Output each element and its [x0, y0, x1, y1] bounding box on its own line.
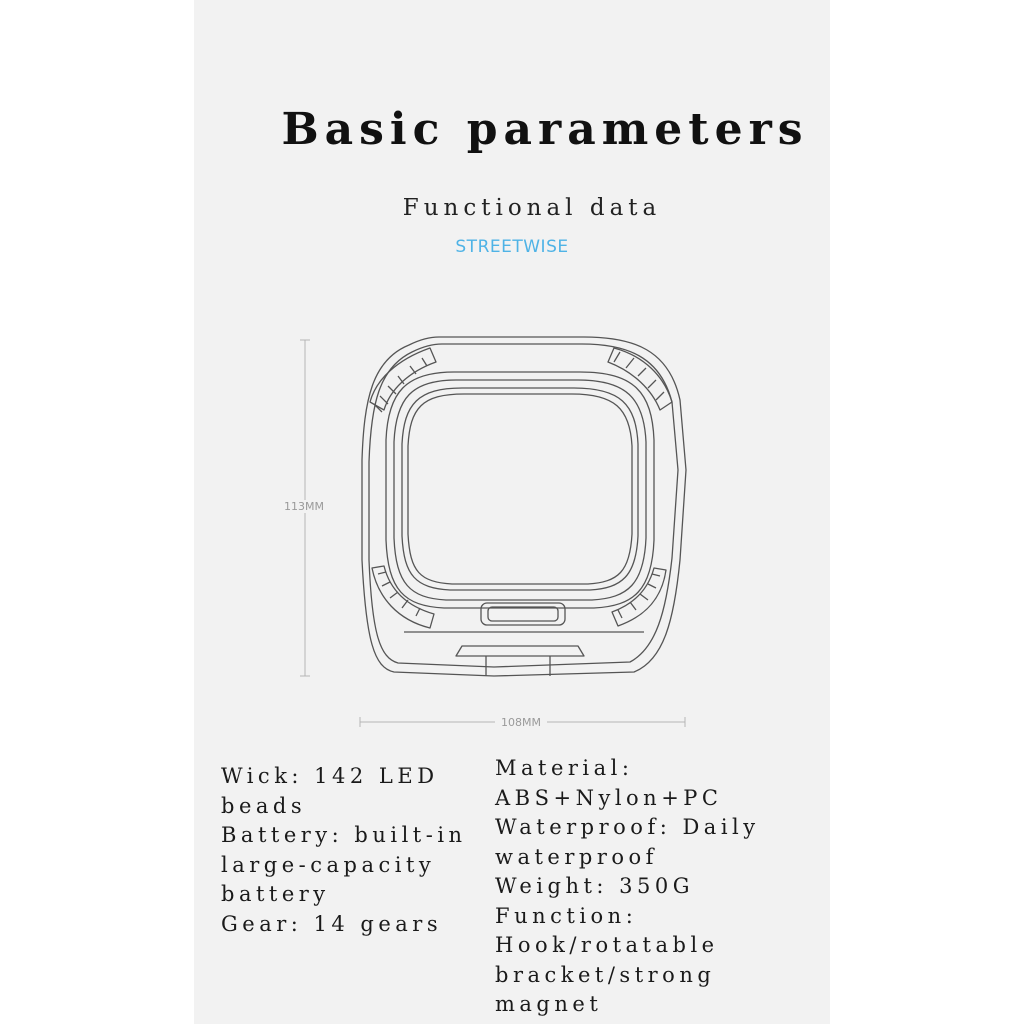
height-dimension-label: 113MM — [284, 500, 324, 513]
spec-line: beads — [221, 793, 307, 818]
spec-line: ABS+Nylon+PC — [495, 785, 723, 810]
tail-light-device — [362, 337, 686, 676]
spec-line: Function: — [495, 903, 638, 928]
spec-line: waterproof — [495, 844, 658, 869]
specs-right-column — [495, 754, 785, 1020]
spec-line: bracket/strong — [495, 962, 716, 987]
spec-line: large-capacity — [221, 852, 436, 877]
page-title: Basic parameters — [281, 104, 809, 155]
section-subtitle: Functional data — [402, 195, 662, 221]
spec-line: magnet — [495, 992, 603, 1016]
spec-line: Hook/rotatable — [495, 933, 719, 957]
spec-line: Material: — [495, 756, 634, 780]
spec-line: Battery: built-in — [221, 823, 467, 847]
spec-line: battery — [221, 882, 330, 906]
spec-line: Gear: 14 gears — [221, 911, 443, 936]
spec-line: Weight: 350G — [495, 874, 695, 898]
spec-line: Wick: 142 LED — [221, 764, 439, 788]
product-spec-panel — [194, 0, 830, 1024]
specs-left-column — [221, 762, 489, 939]
spec-line: Waterproof: Daily — [495, 815, 760, 839]
width-dimension-label: 108MM — [495, 716, 547, 729]
brand-label: STREETWISE — [455, 237, 569, 257]
